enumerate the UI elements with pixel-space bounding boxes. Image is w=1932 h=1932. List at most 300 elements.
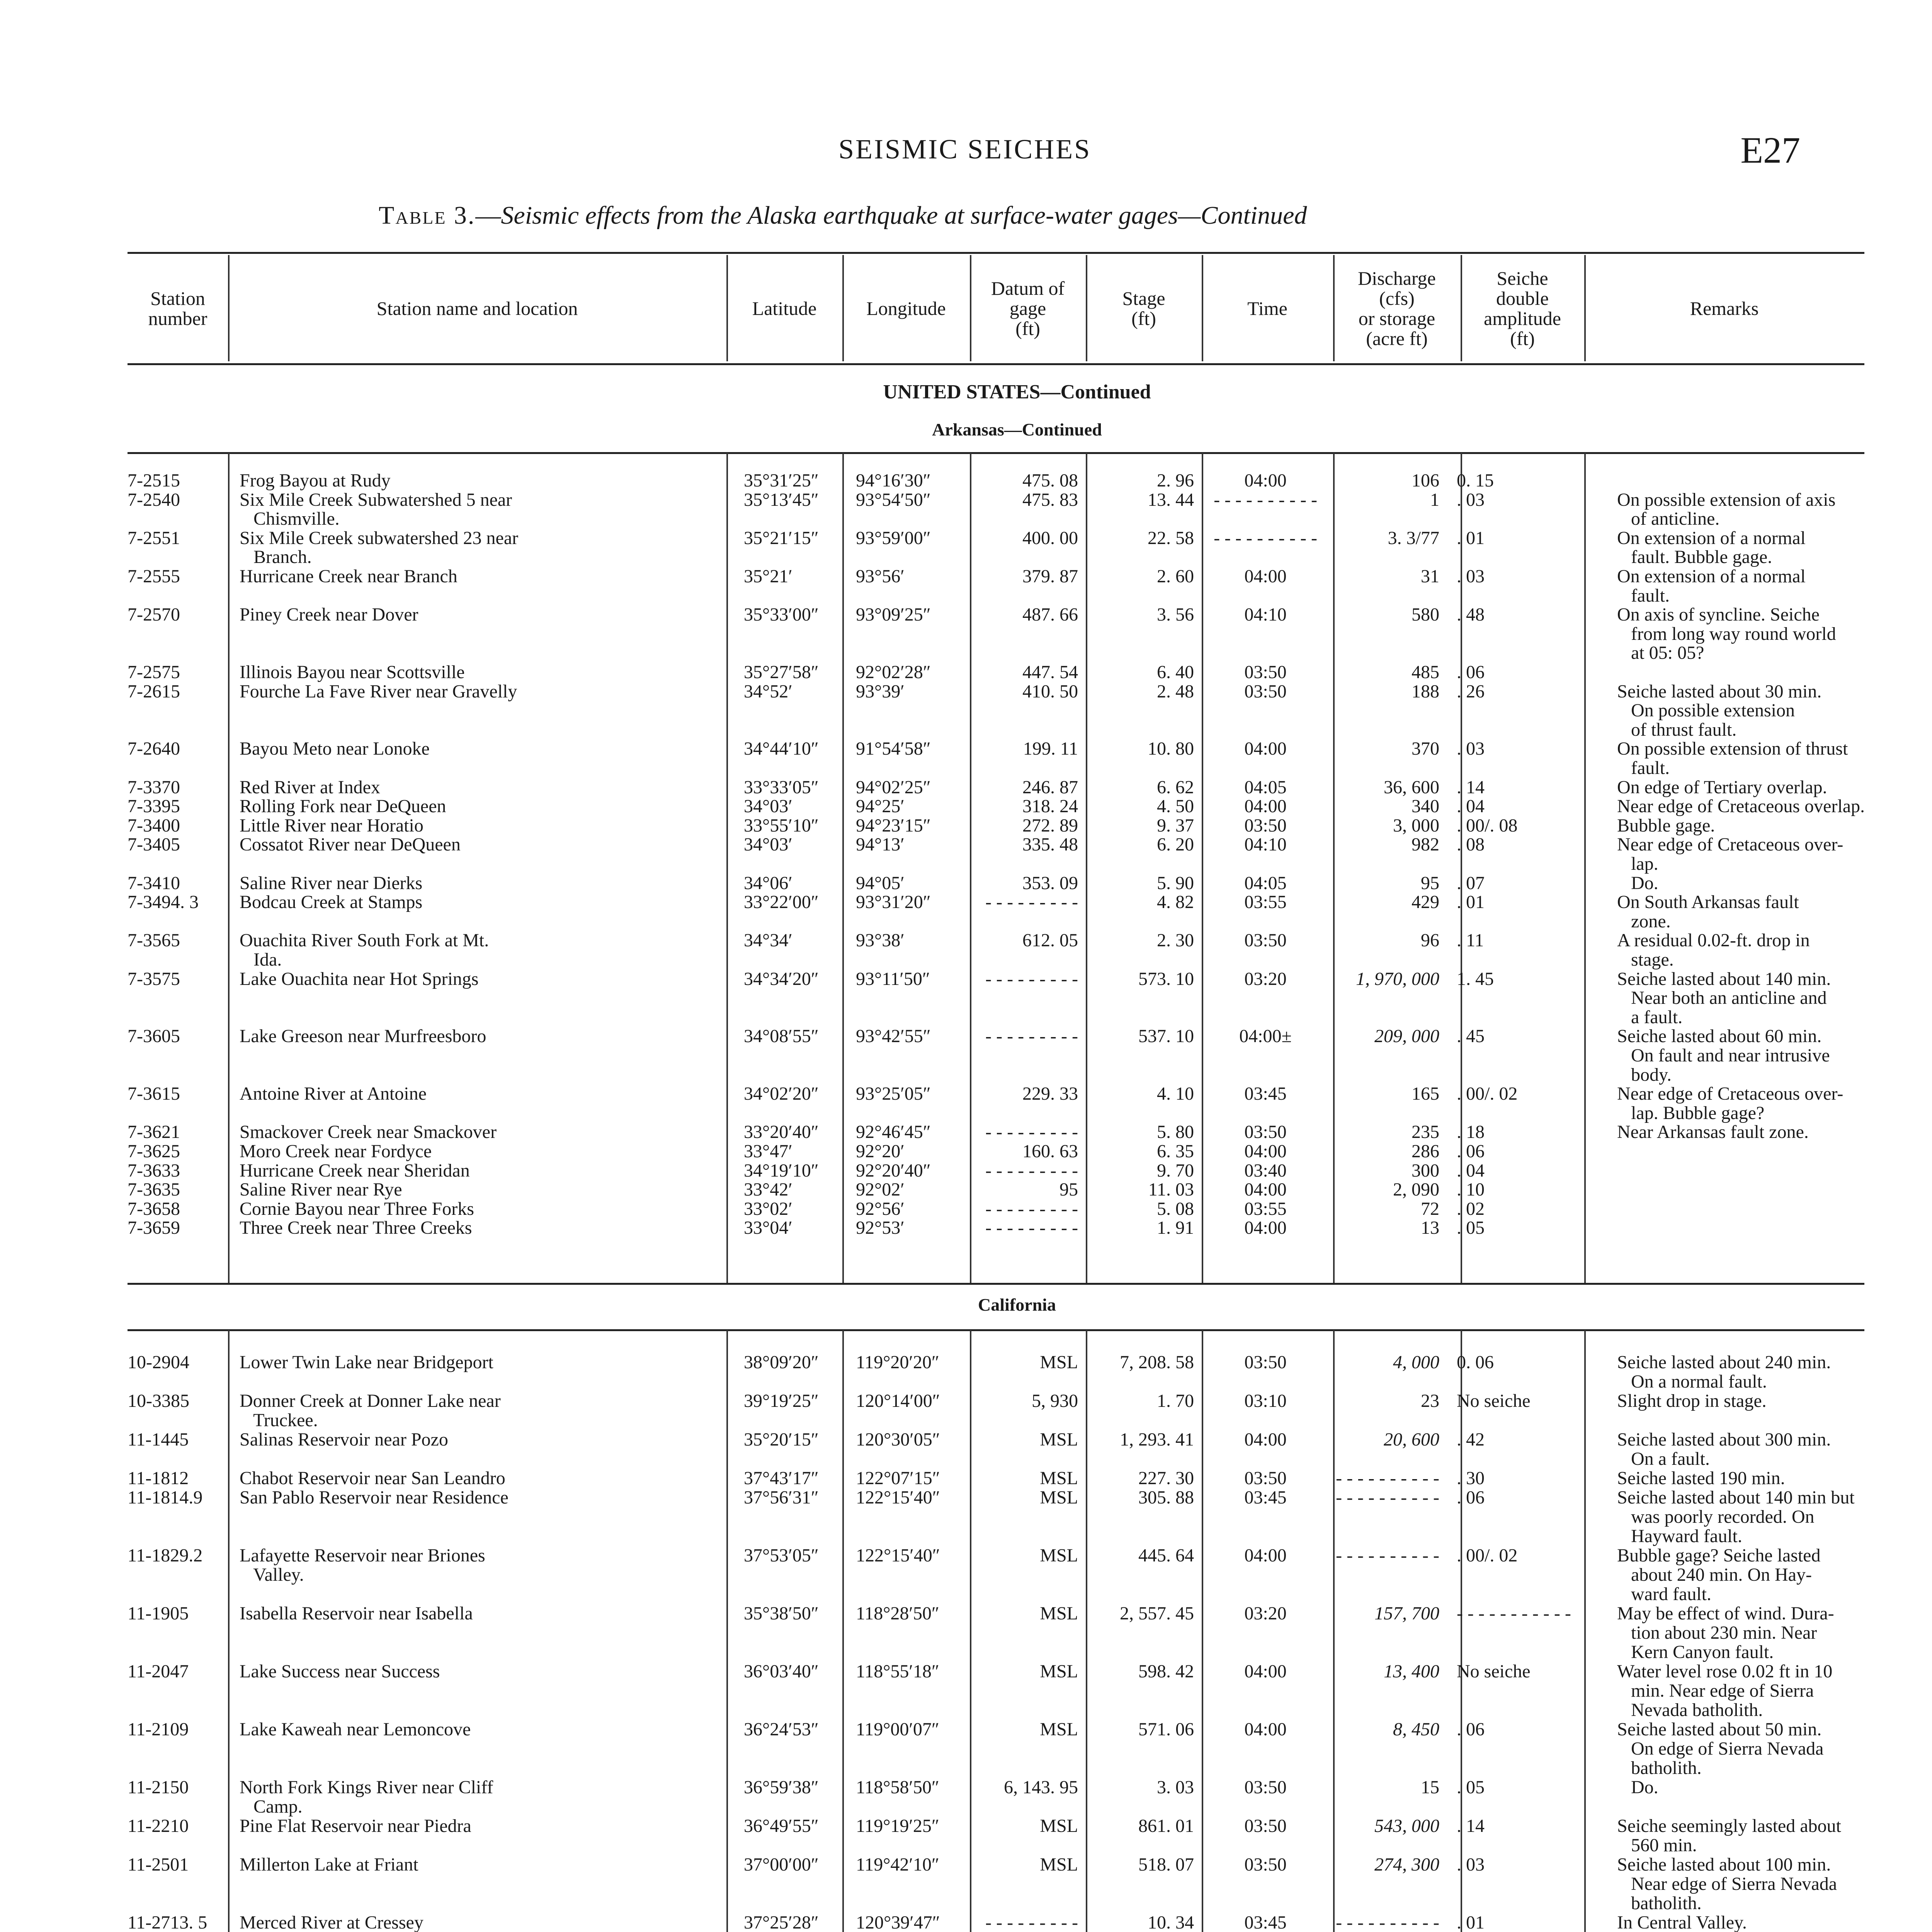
cell-rem: Seiche lasted 190 min. xyxy=(1617,1468,1785,1488)
table-row xyxy=(128,567,1864,585)
cell-time: 03:55 xyxy=(1244,892,1287,913)
cell-stage: 6. 35 xyxy=(1157,1141,1194,1162)
table-row xyxy=(128,1027,1864,1045)
cell-datum: 487. 66 xyxy=(1022,604,1078,625)
cell-rem: at 05: 05? xyxy=(1617,643,1704,663)
cell-lon: 93°56′ xyxy=(856,566,905,587)
cell-rem: Near Arkansas fault zone. xyxy=(1617,1122,1809,1143)
cell-stage: 11. 03 xyxy=(1148,1179,1194,1200)
cell-datum: MSL xyxy=(1040,1816,1078,1836)
cell-dis: 300 xyxy=(1412,1160,1439,1181)
cell-time: 03:50 xyxy=(1244,815,1287,836)
cell-lon: 92°02′28″ xyxy=(856,662,931,682)
cell-num: 7-3395 xyxy=(128,796,180,817)
column-header-datum: Datum of gage (ft) xyxy=(970,255,1087,361)
cell-num: 7-3659 xyxy=(128,1218,180,1238)
cell-rem: Near edge of Cretaceous over- xyxy=(1617,1083,1844,1104)
cell-amp: . 06 xyxy=(1457,1487,1485,1508)
cell-stage: 4. 10 xyxy=(1157,1083,1194,1104)
cell-rem: lap. Bubble gage? xyxy=(1617,1102,1765,1123)
cell-lat: 33°55′10″ xyxy=(744,815,819,836)
column-header-time: Time xyxy=(1202,255,1335,361)
cell-name: Lake Greeson near Murfreesboro xyxy=(240,1026,486,1047)
table-row xyxy=(128,797,1864,815)
cell-lat: 33°33′05″ xyxy=(744,777,819,798)
cell-time: 03:50 xyxy=(1244,1352,1287,1372)
cell-amp: . 07 xyxy=(1457,872,1485,893)
cell-time: - - - - - - - - - - xyxy=(1214,527,1317,548)
cell-name: Cornie Bayou near Three Forks xyxy=(240,1198,474,1219)
cell-rem: Kern Canyon fault. xyxy=(1617,1642,1774,1662)
cell-stage: 10. 80 xyxy=(1148,738,1194,759)
cell-dis: 1, 970, 000 xyxy=(1356,968,1439,989)
table-row xyxy=(128,529,1864,547)
cell-num: 7-3400 xyxy=(128,815,180,836)
cell-lat: 33°04′ xyxy=(744,1218,793,1238)
cell-name: Hurricane Creek near Sheridan xyxy=(240,1160,470,1181)
table-row xyxy=(128,1200,1864,1218)
cell-rem: On edge of Sierra Nevada xyxy=(1617,1738,1824,1759)
cell-rem: about 240 min. On Hay- xyxy=(1617,1565,1812,1585)
cell-time: 03:50 xyxy=(1244,681,1287,702)
cell-time: 03:50 xyxy=(1244,1122,1287,1143)
cell-dis: 2, 090 xyxy=(1393,1179,1439,1200)
cell-datum: MSL xyxy=(1040,1487,1078,1508)
table-row xyxy=(128,835,1864,854)
cell-dis: 235 xyxy=(1412,1122,1439,1143)
cell-time: 04:00± xyxy=(1239,1026,1292,1047)
cell-name: Saline River near Dierks xyxy=(240,872,423,893)
cell-name: Fourche La Fave River near Gravelly xyxy=(240,681,517,702)
cell-datum: 353. 09 xyxy=(1022,872,1078,893)
table-row xyxy=(128,1894,1864,1912)
table-row xyxy=(128,471,1864,490)
table-row xyxy=(128,1662,1864,1680)
table-row xyxy=(128,1008,1864,1026)
cell-time: 03:45 xyxy=(1244,1083,1287,1104)
cell-name: Isabella Reservoir near Isabella xyxy=(240,1603,473,1624)
cell-rem: of anticline. xyxy=(1617,509,1720,529)
california-table-body xyxy=(128,1330,1864,1932)
cell-rem: Near both an anticline and xyxy=(1617,988,1827,1009)
cell-stage: 518. 07 xyxy=(1138,1854,1194,1875)
cell-name: Bayou Meto near Lonoke xyxy=(240,738,430,759)
cell-dis: 23 xyxy=(1421,1391,1439,1411)
table-row xyxy=(128,855,1864,873)
header-bottom-rule xyxy=(128,363,1864,365)
cell-name: Frog Bayou at Rudy xyxy=(240,470,391,491)
cell-stage: 571. 06 xyxy=(1138,1719,1194,1740)
cell-num: 10-2904 xyxy=(128,1352,189,1372)
cell-datum: 335. 48 xyxy=(1022,834,1078,855)
cell-time: 03:55 xyxy=(1244,1198,1287,1219)
cell-lat: 35°21′15″ xyxy=(744,527,819,548)
table-row xyxy=(128,491,1864,509)
cell-rem: batholith. xyxy=(1617,1893,1702,1913)
cell-amp: 0. 15 xyxy=(1457,470,1494,491)
table-row xyxy=(128,1643,1864,1661)
cell-amp: - - - - - - - - - - - xyxy=(1457,1603,1571,1624)
cell-lon: 92°56′ xyxy=(856,1198,905,1219)
cell-rem: On possible extension of thrust xyxy=(1617,738,1848,759)
cell-dis: 429 xyxy=(1412,892,1439,913)
cell-stage: 861. 01 xyxy=(1138,1816,1194,1836)
table-row xyxy=(128,1104,1864,1122)
cell-time: 03:20 xyxy=(1244,968,1287,989)
cell-rem: batholith. xyxy=(1617,1758,1702,1778)
cell-lon: 118°28′50″ xyxy=(856,1603,939,1624)
table-row xyxy=(128,1566,1864,1584)
cell-lat: 36°59′38″ xyxy=(744,1777,819,1798)
section-heading-united-states: UNITED STATES—Continued xyxy=(883,381,1151,403)
cell-datum: - - - - - - - - - xyxy=(985,1160,1078,1181)
cell-lon: 122°15′40″ xyxy=(856,1545,940,1566)
cell-lon: 93°38′ xyxy=(856,930,905,951)
cell-lon: 120°14′00″ xyxy=(856,1391,940,1411)
cell-datum: MSL xyxy=(1040,1545,1078,1566)
cell-datum: 6, 143. 95 xyxy=(1004,1777,1078,1798)
table-row xyxy=(128,893,1864,911)
cell-amp: 1. 45 xyxy=(1457,968,1494,989)
cell-lat: 39°19′25″ xyxy=(744,1391,819,1411)
cell-lon: 119°19′25″ xyxy=(856,1816,939,1836)
cell-lon: 119°00′07″ xyxy=(856,1719,939,1740)
table-row xyxy=(128,1162,1864,1180)
cell-stage: 1. 70 xyxy=(1157,1391,1194,1411)
cell-name: Piney Creek near Dover xyxy=(240,604,418,625)
cell-rem: Bubble gage? Seiche lasted xyxy=(1617,1545,1821,1566)
cell-amp: 0. 06 xyxy=(1457,1352,1494,1372)
table-row xyxy=(128,931,1864,949)
section-heading-arkansas: Arkansas—Continued xyxy=(932,420,1102,439)
cell-rem: a fault. xyxy=(1617,1007,1683,1027)
cell-lat: 37°56′31″ xyxy=(744,1487,819,1508)
table-caption xyxy=(379,201,1307,230)
column-header-dis: Discharge (cfs) or storage (acre ft) xyxy=(1333,255,1462,361)
table-row xyxy=(128,778,1864,796)
cell-datum: - - - - - - - - - xyxy=(985,1912,1078,1932)
cell-lat: 36°03′40″ xyxy=(744,1661,819,1682)
cell-stage: 5. 80 xyxy=(1157,1122,1194,1143)
table-row xyxy=(128,605,1864,624)
table-row xyxy=(128,1411,1864,1429)
cell-lat: 33°42′ xyxy=(744,1179,793,1200)
cell-num: 7-2555 xyxy=(128,566,180,587)
cell-num: 7-2640 xyxy=(128,738,180,759)
table-row xyxy=(128,1469,1864,1487)
cell-name: Bodcau Creek at Stamps xyxy=(240,892,423,913)
table-row xyxy=(128,1836,1864,1854)
cell-time: 04:05 xyxy=(1244,777,1287,798)
cell-datum: 379. 87 xyxy=(1022,566,1078,587)
cell-amp: . 01 xyxy=(1457,892,1485,913)
cell-time: 03:50 xyxy=(1244,1468,1287,1488)
cell-rem: On a fault. xyxy=(1617,1449,1710,1469)
arkansas-bottom-rule xyxy=(128,1283,1864,1285)
cell-lat: 35°21′ xyxy=(744,566,793,587)
table-row xyxy=(128,1740,1864,1758)
cell-dis: 96 xyxy=(1421,930,1439,951)
cell-name: Salinas Reservoir near Pozo xyxy=(240,1429,448,1450)
cell-stage: 2. 30 xyxy=(1157,930,1194,951)
cell-amp: . 06 xyxy=(1457,1719,1485,1740)
table-row xyxy=(128,1508,1864,1526)
cell-rem: On South Arkansas fault xyxy=(1617,892,1799,913)
cell-name: Lake Kaweah near Lemoncove xyxy=(240,1719,471,1740)
table-row xyxy=(128,874,1864,892)
cell-num: 7-2515 xyxy=(128,470,180,491)
cell-dis: 15 xyxy=(1421,1777,1439,1798)
table-row xyxy=(128,951,1864,969)
section-heading-california: California xyxy=(978,1295,1056,1315)
cell-lon: 92°46′45″ xyxy=(856,1122,931,1143)
cell-rem: In Central Valley. xyxy=(1617,1912,1747,1932)
cell-rem: On fault and near intrusive xyxy=(1617,1045,1830,1066)
cell-time: 04:00 xyxy=(1244,1429,1287,1450)
cell-rem: Water level rose 0.02 ft in 10 xyxy=(1617,1661,1833,1682)
cell-time: 03:50 xyxy=(1244,930,1287,951)
cell-dis: 165 xyxy=(1412,1083,1439,1104)
cell-rem: Do. xyxy=(1617,872,1658,893)
cell-dis: 543, 000 xyxy=(1374,1816,1439,1836)
cell-name: Valley. xyxy=(240,1565,304,1585)
cell-num: 7-3625 xyxy=(128,1141,180,1162)
cell-dis: 286 xyxy=(1412,1141,1439,1162)
cell-datum: MSL xyxy=(1040,1854,1078,1875)
cell-num: 7-3633 xyxy=(128,1160,180,1181)
cell-datum: 272. 89 xyxy=(1022,815,1078,836)
cell-amp: . 00/. 02 xyxy=(1457,1083,1518,1104)
table-row xyxy=(128,721,1864,739)
cell-rem: Hayward fault. xyxy=(1617,1526,1742,1546)
cell-time: 04:05 xyxy=(1244,872,1287,893)
table-row xyxy=(128,625,1864,643)
cell-stage: 305. 88 xyxy=(1138,1487,1194,1508)
table-row xyxy=(128,1682,1864,1700)
cell-time: 03:20 xyxy=(1244,1603,1287,1624)
table-row xyxy=(128,587,1864,605)
cell-rem: Near edge of Cretaceous overlap. xyxy=(1617,796,1865,817)
cell-dis: 31 xyxy=(1421,566,1439,587)
cell-stage: 6. 40 xyxy=(1157,662,1194,682)
cell-amp: . 02 xyxy=(1457,1198,1485,1219)
cell-datum: 229. 33 xyxy=(1022,1083,1078,1104)
cell-stage: 3. 56 xyxy=(1157,604,1194,625)
table-row xyxy=(128,663,1864,681)
cell-datum: 447. 54 xyxy=(1022,662,1078,682)
table-row xyxy=(128,1875,1864,1893)
cell-lat: 34°52′ xyxy=(744,681,793,702)
cell-num: 11-1814.9 xyxy=(128,1487,203,1508)
cell-rem: tion about 230 min. Near xyxy=(1617,1622,1817,1643)
table-row xyxy=(128,682,1864,701)
cell-rem: On a normal fault. xyxy=(1617,1371,1767,1392)
cell-dis: 36, 600 xyxy=(1384,777,1439,798)
table-row xyxy=(128,1546,1864,1565)
cell-amp: . 26 xyxy=(1457,681,1485,702)
table-row xyxy=(128,1353,1864,1371)
cell-name: Branch. xyxy=(240,547,312,568)
cell-datum: MSL xyxy=(1040,1468,1078,1488)
cell-lat: 37°00′00″ xyxy=(744,1854,819,1875)
cell-num: 7-2570 xyxy=(128,604,180,625)
cell-stage: 6. 20 xyxy=(1157,834,1194,855)
cell-rem: Do. xyxy=(1617,1777,1658,1798)
cell-dis: 13, 400 xyxy=(1384,1661,1439,1682)
cell-stage: 3. 03 xyxy=(1157,1777,1194,1798)
cell-rem: Seiche lasted about 60 min. xyxy=(1617,1026,1822,1047)
cell-lat: 33°20′40″ xyxy=(744,1122,819,1143)
cell-amp: . 05 xyxy=(1457,1777,1485,1798)
cell-lat: 38°09′20″ xyxy=(744,1352,819,1372)
cell-num: 11-1445 xyxy=(128,1429,189,1450)
cell-datum: - - - - - - - - - xyxy=(985,1218,1078,1238)
cell-stage: 1, 293. 41 xyxy=(1120,1429,1194,1450)
cell-lon: 120°39′47″ xyxy=(856,1912,940,1932)
cell-stage: 10. 34 xyxy=(1148,1912,1194,1932)
cell-time: 04:00 xyxy=(1244,1661,1287,1682)
cell-lon: 122°07′15″ xyxy=(856,1468,940,1488)
cell-lat: 34°34′ xyxy=(744,930,793,951)
cell-amp: . 10 xyxy=(1457,1179,1485,1200)
cell-rem: Seiche lasted about 240 min. xyxy=(1617,1352,1831,1372)
cell-rem: Nevada batholith. xyxy=(1617,1700,1763,1720)
cell-stage: 445. 64 xyxy=(1138,1545,1194,1566)
cell-dis: 95 xyxy=(1421,872,1439,893)
cell-datum: 246. 87 xyxy=(1022,777,1078,798)
cell-time: 04:00 xyxy=(1244,738,1287,759)
cell-rem: Bubble gage. xyxy=(1617,815,1715,836)
cell-time: 04:00 xyxy=(1244,470,1287,491)
column-header-rem: Remarks xyxy=(1690,297,1759,319)
cell-name: Lake Success near Success xyxy=(240,1661,440,1682)
cell-amp: . 04 xyxy=(1457,796,1485,817)
cell-stage: 573. 10 xyxy=(1138,968,1194,989)
cell-datum: 160. 63 xyxy=(1022,1141,1078,1162)
cell-amp: No seiche xyxy=(1457,1391,1531,1411)
cell-name: Chabot Reservoir near San Leandro xyxy=(240,1468,505,1488)
cell-num: 7-3621 xyxy=(128,1122,180,1143)
cell-amp: . 05 xyxy=(1457,1218,1485,1238)
cell-stage: 4. 50 xyxy=(1157,796,1194,817)
cell-amp: . 08 xyxy=(1457,834,1485,855)
cell-datum: - - - - - - - - - xyxy=(985,1198,1078,1219)
cell-datum: MSL xyxy=(1040,1429,1078,1450)
cell-time: 04:10 xyxy=(1244,834,1287,855)
cell-lat: 37°43′17″ xyxy=(744,1468,819,1488)
cell-rem: Seiche lasted about 100 min. xyxy=(1617,1854,1831,1875)
cell-num: 11-2210 xyxy=(128,1816,189,1836)
cell-rem: On possible extension of axis xyxy=(1617,489,1836,510)
cell-rem: On edge of Tertiary overlap. xyxy=(1617,777,1827,798)
cell-time: 03:45 xyxy=(1244,1912,1287,1932)
cell-num: 11-2047 xyxy=(128,1661,189,1682)
cell-rem: min. Near edge of Sierra xyxy=(1617,1680,1814,1701)
cell-time: 04:00 xyxy=(1244,1141,1287,1162)
cell-dis: 4, 000 xyxy=(1393,1352,1439,1372)
cell-stage: 9. 37 xyxy=(1157,815,1194,836)
cell-dis: 8, 450 xyxy=(1393,1719,1439,1740)
cell-lon: 119°20′20″ xyxy=(856,1352,939,1372)
cell-datum: - - - - - - - - - xyxy=(985,968,1078,989)
cell-datum: 199. 11 xyxy=(1023,738,1078,759)
cell-lat: 37°25′28″ xyxy=(744,1912,819,1932)
cell-name: Saline River near Rye xyxy=(240,1179,402,1200)
cell-amp: . 06 xyxy=(1457,1141,1485,1162)
cell-time: 04:00 xyxy=(1244,796,1287,817)
cell-lon: 119°42′10″ xyxy=(856,1854,939,1875)
cell-amp: . 03 xyxy=(1457,738,1485,759)
cell-time: 04:00 xyxy=(1244,1179,1287,1200)
cell-dis: - - - - - - - - - - xyxy=(1336,1912,1439,1932)
cell-dis: 106 xyxy=(1412,470,1439,491)
cell-amp: . 01 xyxy=(1457,527,1485,548)
cell-lon: 94°16′30″ xyxy=(856,470,931,491)
cell-name: Red River at Index xyxy=(240,777,380,798)
cell-dis: - - - - - - - - - - xyxy=(1336,1487,1439,1508)
cell-num: 7-3565 xyxy=(128,930,180,951)
cell-rem: On possible extension xyxy=(1617,700,1795,721)
cell-lat: 37°53′05″ xyxy=(744,1545,819,1566)
cell-stage: 5. 08 xyxy=(1157,1198,1194,1219)
table-row xyxy=(128,510,1864,528)
arkansas-table-body xyxy=(128,453,1864,1283)
cell-name: Moro Creek near Fordyce xyxy=(240,1141,432,1162)
table-row xyxy=(128,1046,1864,1065)
cell-stage: 598. 42 xyxy=(1138,1661,1194,1682)
cell-time: 04:00 xyxy=(1244,566,1287,587)
table-row xyxy=(128,1913,1864,1932)
table-caption-title: Seismic effects from the Alaska earthquake at surface-water gages—Continued xyxy=(501,201,1307,230)
table-row xyxy=(128,1720,1864,1738)
column-header-stage: Stage (ft) xyxy=(1086,255,1203,361)
cell-num: 11-1812 xyxy=(128,1468,189,1488)
cell-time: 03:50 xyxy=(1244,662,1287,682)
cell-lon: 93°09′25″ xyxy=(856,604,931,625)
cell-stage: 537. 10 xyxy=(1138,1026,1194,1047)
cell-lat: 34°44′10″ xyxy=(744,738,819,759)
table-row xyxy=(128,1219,1864,1237)
cell-rem: was poorly recorded. On xyxy=(1617,1507,1815,1527)
cell-dis: 1 xyxy=(1430,489,1439,510)
cell-amp: . 48 xyxy=(1457,604,1485,625)
column-header-name: Station name and location xyxy=(228,255,728,361)
cell-rem: On axis of syncline. Seiche xyxy=(1617,604,1820,625)
cell-datum: 475. 83 xyxy=(1022,489,1078,510)
table-row xyxy=(128,1759,1864,1777)
cell-name: Merced River at Cressey xyxy=(240,1912,423,1932)
cell-amp: . 30 xyxy=(1457,1468,1485,1488)
cell-rem: of thrust fault. xyxy=(1617,719,1737,740)
table-row xyxy=(128,816,1864,835)
cell-lat: 35°20′15″ xyxy=(744,1429,819,1450)
cell-num: 7-3494. 3 xyxy=(128,892,199,913)
cell-num: 7-3410 xyxy=(128,872,180,893)
cell-dis: 370 xyxy=(1412,738,1439,759)
cell-amp: No seiche xyxy=(1457,1661,1531,1682)
cell-name: Lower Twin Lake near Bridgeport xyxy=(240,1352,493,1372)
cell-num: 7-3615 xyxy=(128,1083,180,1104)
table-row xyxy=(128,1527,1864,1545)
cell-name: Little River near Horatio xyxy=(240,815,423,836)
cell-amp: . 14 xyxy=(1457,1816,1485,1836)
cell-dis: 20, 600 xyxy=(1384,1429,1439,1450)
cell-rem: Seiche lasted about 300 min. xyxy=(1617,1429,1831,1450)
cell-datum: 612. 05 xyxy=(1022,930,1078,951)
cell-amp: . 00/. 02 xyxy=(1457,1545,1518,1566)
cell-lon: 93°42′55″ xyxy=(856,1026,931,1047)
cell-lon: 94°25′ xyxy=(856,796,905,817)
